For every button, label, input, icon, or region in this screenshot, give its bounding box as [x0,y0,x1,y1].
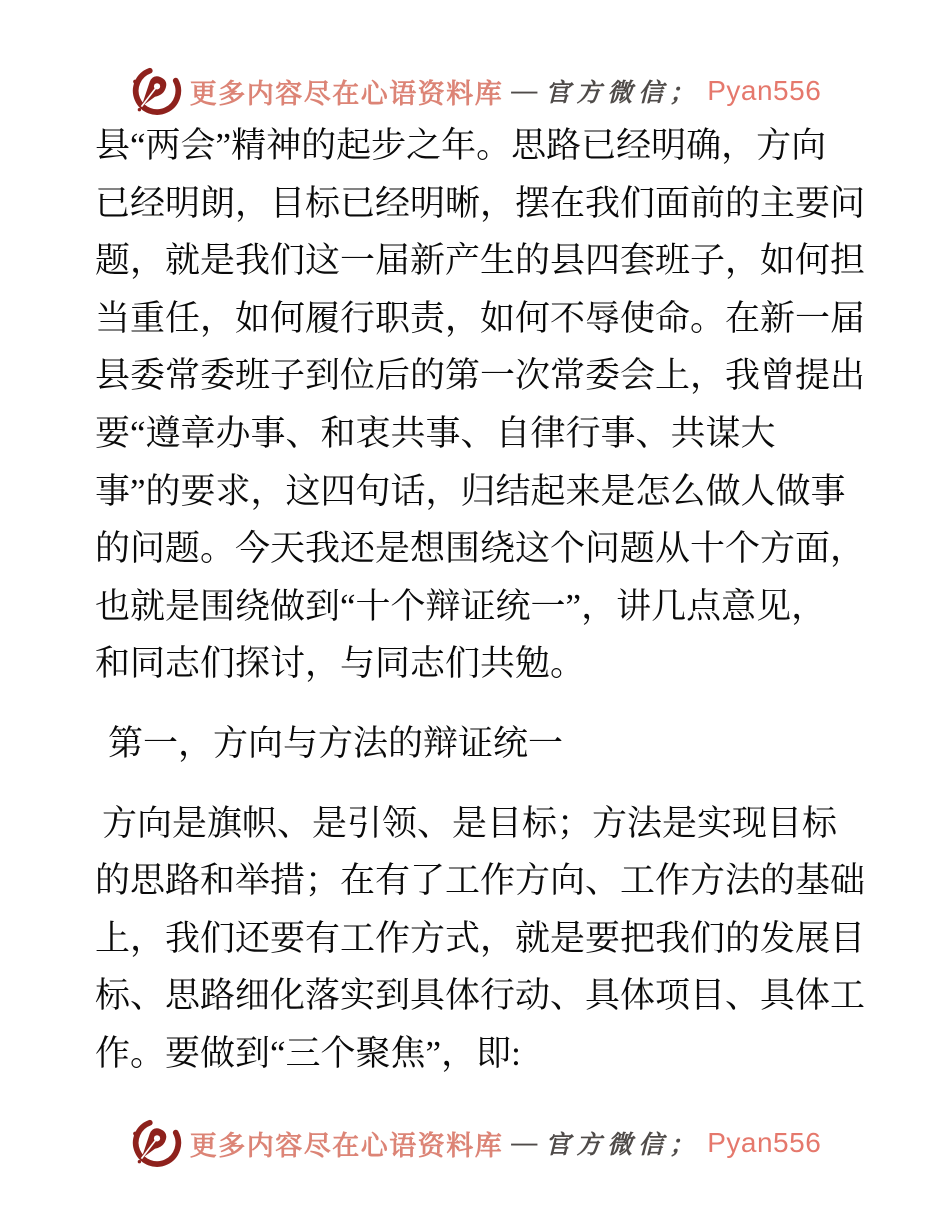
watermark-brand-text: 更多内容尽在心语资料库 [189,78,504,109]
paragraph-1 [95,117,865,693]
text-line: 已经明朗，目标已经明晰，摆在我们面前的主要问 [95,183,866,223]
watermark-brand-text: 更多内容尽在心语资料库 [189,1130,504,1161]
text-line: 标、思路细化落实到具体行动、具体项目、具体工 [95,976,866,1016]
watermark-dash: — [511,76,538,105]
text-line: 的思路和举措；在有了工作方向、工作方法的基础 [95,861,866,901]
pen-circle-logo-icon [129,64,183,118]
paragraph-2 [95,795,865,1083]
pen-circle-logo-icon [129,1116,183,1170]
watermark-wechat-id: Pyan556 [707,1127,822,1158]
text-line: 方向是旗帜、是引领、是目标；方法是实现目标 [102,803,838,843]
text-line: 事”的要求，这四句话，归结起来是怎么做人做事 [95,471,846,511]
text-line: 和同志们探讨，与同志们共勉。 [95,644,586,684]
section-heading: 第一，方向与方法的辩证统一 [108,723,564,763]
text-line: 县“两会”精神的起步之年。思路已经明确，方向 [95,126,827,165]
watermark-wechat-label: 官方微信； [545,1132,701,1159]
text-line: 的问题。今天我还是想围绕这个问题从十个方面， [95,529,866,569]
footer-watermark [0,1116,950,1170]
text-line: 上，我们还要有工作方式，就是要把我们的发展目 [95,918,866,958]
text-line: 也就是围绕做到“十个辩证统一”，讲几点意见， [95,586,827,626]
text-line: 当重任，如何履行职责，如何不辱使命。在新一届 [95,298,866,338]
document-body [95,117,865,1105]
header-watermark [0,64,950,118]
watermark-wechat-label: 官方微信； [545,80,701,107]
text-line: 题，就是我们这一届新产生的县四套班子，如何担 [95,241,866,281]
text-line: 要“遵章办事、和衷共事、自律行事、共谋大 [95,413,776,453]
text-line: 作。要做到“三个聚焦”，即: [95,1033,521,1073]
watermark-wechat-id: Pyan556 [707,75,822,106]
text-line: 县委常委班子到位后的第一次常委会上，我曾提出 [95,356,866,396]
watermark-dash: — [511,1128,538,1157]
